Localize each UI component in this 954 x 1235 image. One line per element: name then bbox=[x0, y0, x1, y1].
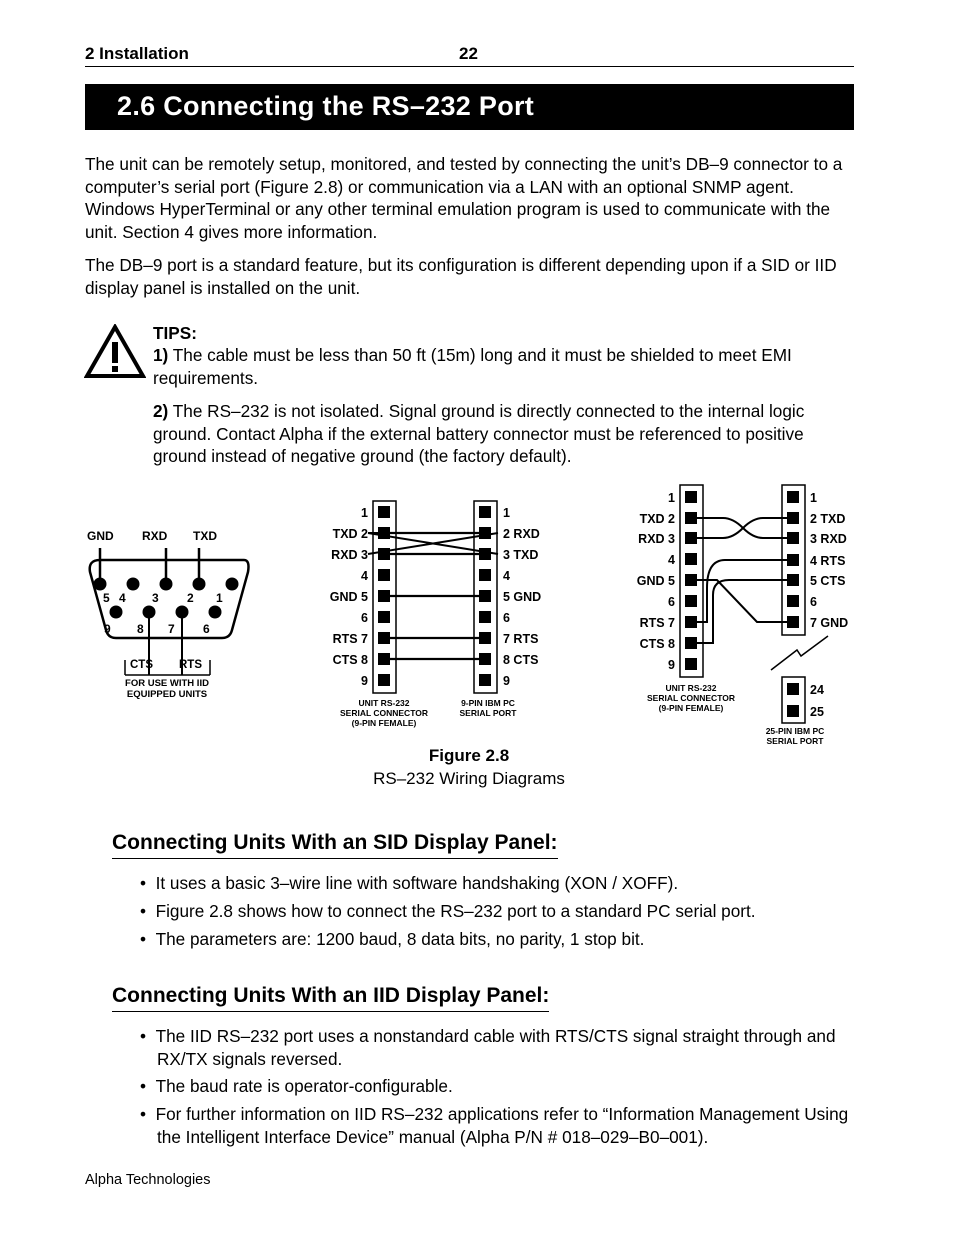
pin-square bbox=[479, 506, 491, 518]
svg-text:3 TXD: 3 TXD bbox=[503, 548, 539, 562]
svg-text:2: 2 bbox=[187, 591, 194, 605]
svg-text:CTS 8: CTS 8 bbox=[332, 653, 368, 667]
svg-text:5 GND: 5 GND bbox=[503, 590, 542, 604]
svg-text:RXD 3: RXD 3 bbox=[638, 532, 675, 546]
sid-bullet-2: • Figure 2.8 shows how to connect the RS–232 port to a standard PC serial port. bbox=[140, 901, 756, 921]
svg-text:24: 24 bbox=[810, 683, 824, 697]
pin-square bbox=[378, 674, 390, 686]
svg-text:6: 6 bbox=[810, 595, 817, 609]
svg-text:6: 6 bbox=[503, 611, 510, 625]
svg-text:5 CTS: 5 CTS bbox=[810, 574, 846, 588]
pin-square bbox=[378, 506, 390, 518]
svg-text:SERIAL PORT: SERIAL PORT bbox=[766, 736, 824, 746]
svg-text:4: 4 bbox=[668, 553, 675, 567]
pin-square bbox=[685, 595, 697, 607]
figure-label: Figure 2.8 bbox=[428, 746, 510, 765]
svg-text:4 RTS: 4 RTS bbox=[810, 554, 846, 568]
svg-text:3 RXD: 3 RXD bbox=[810, 532, 847, 546]
intro-paragraph-2: The DB–9 port is a standard feature, but its configuration is different depending upon if a SID or IID display panel is installed on the unit. bbox=[85, 255, 837, 298]
sid-bullet-1: • It uses a basic 3–wire line with software handshaking (XON / XOFF). bbox=[140, 873, 679, 893]
svg-text:(9-PIN FEMALE): (9-PIN FEMALE) bbox=[351, 718, 417, 728]
svg-text:4: 4 bbox=[119, 591, 126, 605]
svg-text:9: 9 bbox=[503, 674, 510, 688]
tips-heading: TIPS: bbox=[153, 323, 197, 343]
svg-text:8 CTS: 8 CTS bbox=[503, 653, 539, 667]
header-section: 2 Installation bbox=[85, 44, 189, 63]
pin-square bbox=[479, 569, 491, 581]
svg-text:CTS 8: CTS 8 bbox=[639, 637, 675, 651]
intro-paragraph-1: The unit can be remotely setup, monitored, and tested by connecting the unit’s DB–9 connector to a computer’s serial port (Figure 2.8) or communication via a LAN with an optional SNMP agent. Windows HyperTerminal or any other terminal emulation program is used to communicate with the unit. Section 4 gives more information. bbox=[85, 154, 843, 242]
svg-text:25: 25 bbox=[810, 705, 824, 719]
figure-caption: RS–232 Wiring Diagrams bbox=[373, 769, 565, 788]
pin-square bbox=[787, 705, 799, 717]
section-title: 2.6 Connecting the RS–232 Port bbox=[117, 91, 535, 121]
svg-text:9: 9 bbox=[104, 622, 111, 636]
label-txd: TXD bbox=[193, 529, 217, 543]
db9-connector-diagram bbox=[80, 520, 260, 710]
tip-1 bbox=[153, 344, 853, 389]
iid-note-line-1: FOR USE WITH IID bbox=[125, 678, 209, 689]
iid-note-line-2: EQUIPPED UNITS bbox=[126, 689, 208, 700]
svg-text:1: 1 bbox=[361, 506, 368, 520]
svg-text:9: 9 bbox=[361, 674, 368, 688]
sid-heading: Connecting Units With an SID Display Panel: bbox=[112, 831, 558, 859]
svg-text:1: 1 bbox=[216, 591, 223, 605]
pin-square bbox=[787, 595, 799, 607]
pin-square bbox=[787, 683, 799, 695]
svg-text:RTS 7: RTS 7 bbox=[639, 616, 675, 630]
svg-text:6: 6 bbox=[668, 595, 675, 609]
tip-1-text: The cable must be less than 50 ft (15m) long and it must be shielded to meet EMI requirements. bbox=[153, 345, 792, 388]
pin-square bbox=[479, 611, 491, 623]
svg-text:GND 5: GND 5 bbox=[636, 574, 675, 588]
db9-to-db9-diagram bbox=[318, 496, 558, 736]
pin-square bbox=[685, 491, 697, 503]
label-cts: CTS bbox=[130, 659, 153, 671]
svg-text:RXD 3: RXD 3 bbox=[331, 548, 368, 562]
section-title-banner bbox=[85, 84, 854, 130]
svg-text:UNIT RS-232: UNIT RS-232 bbox=[358, 698, 410, 708]
pin-square bbox=[685, 553, 697, 565]
tip-1-number: 1) bbox=[153, 345, 169, 365]
db9-to-db25-diagram bbox=[625, 480, 865, 750]
svg-text:2 TXD: 2 TXD bbox=[810, 512, 846, 526]
svg-text:TXD 2: TXD 2 bbox=[639, 512, 675, 526]
svg-text:(9-PIN FEMALE): (9-PIN FEMALE) bbox=[658, 703, 724, 713]
svg-text:SERIAL PORT: SERIAL PORT bbox=[459, 708, 517, 718]
svg-text:7: 7 bbox=[168, 622, 175, 636]
svg-text:5: 5 bbox=[103, 591, 110, 605]
svg-text:1: 1 bbox=[668, 491, 675, 505]
svg-text:8: 8 bbox=[137, 622, 144, 636]
svg-text:7 GND: 7 GND bbox=[810, 616, 849, 630]
svg-text:25-PIN IBM PC: 25-PIN IBM PC bbox=[765, 726, 825, 736]
pin-square bbox=[378, 611, 390, 623]
svg-text:2 RXD: 2 RXD bbox=[503, 527, 540, 541]
svg-text:1: 1 bbox=[503, 506, 510, 520]
svg-text:9: 9 bbox=[668, 658, 675, 672]
tip-2-number: 2) bbox=[153, 401, 169, 421]
page-number: 22 bbox=[459, 44, 478, 63]
svg-text:4: 4 bbox=[361, 569, 368, 583]
pin-square bbox=[787, 491, 799, 503]
footer-company: Alpha Technologies bbox=[85, 1172, 211, 1188]
pin-square bbox=[479, 674, 491, 686]
svg-text:7 RTS: 7 RTS bbox=[503, 632, 539, 646]
svg-text:SERIAL CONNECTOR: SERIAL CONNECTOR bbox=[339, 708, 429, 718]
svg-text:4: 4 bbox=[503, 569, 510, 583]
tip-2 bbox=[153, 400, 853, 468]
warning-icon bbox=[84, 324, 146, 380]
svg-text:UNIT RS-232: UNIT RS-232 bbox=[665, 683, 717, 693]
pin-square bbox=[378, 569, 390, 581]
tip-2-text: The RS–232 is not isolated. Signal ground is directly connected to the internal logic ground. Contact Alpha if the external battery connector must be referenced to positive ground instead of negative ground (the factory default). bbox=[153, 401, 805, 466]
sid-bullet-3: • The parameters are: 1200 baud, 8 data bits, no parity, 1 stop bit. bbox=[140, 929, 645, 949]
svg-text:RTS 7: RTS 7 bbox=[332, 632, 368, 646]
svg-text:3: 3 bbox=[152, 591, 159, 605]
svg-text:TXD 2: TXD 2 bbox=[332, 527, 368, 541]
svg-text:1: 1 bbox=[810, 491, 817, 505]
pin-square bbox=[685, 658, 697, 670]
svg-text:9-PIN IBM PC: 9-PIN IBM PC bbox=[461, 698, 515, 708]
svg-text:SERIAL CONNECTOR: SERIAL CONNECTOR bbox=[646, 693, 736, 703]
iid-heading: Connecting Units With an IID Display Panel: bbox=[112, 984, 549, 1012]
svg-text:6: 6 bbox=[361, 611, 368, 625]
svg-text:6: 6 bbox=[203, 622, 210, 636]
iid-bullet-2: • The baud rate is operator-configurable. bbox=[140, 1076, 453, 1096]
iid-bullet-3: • For further information on IID RS–232 applications refer to “Information Management Using the Intelligent Interface Device” manual (Alpha P/N # 018–029–B0–001). bbox=[140, 1104, 849, 1147]
label-gnd: GND bbox=[87, 529, 114, 543]
header-rule bbox=[85, 66, 854, 67]
iid-bullet-1: • The IID RS–232 port uses a nonstandard cable with RTS/CTS signal straight through and RX/TX signals reversed. bbox=[140, 1026, 836, 1069]
svg-text:GND 5: GND 5 bbox=[329, 590, 368, 604]
label-rxd: RXD bbox=[142, 529, 168, 543]
label-rts: RTS bbox=[179, 659, 202, 671]
